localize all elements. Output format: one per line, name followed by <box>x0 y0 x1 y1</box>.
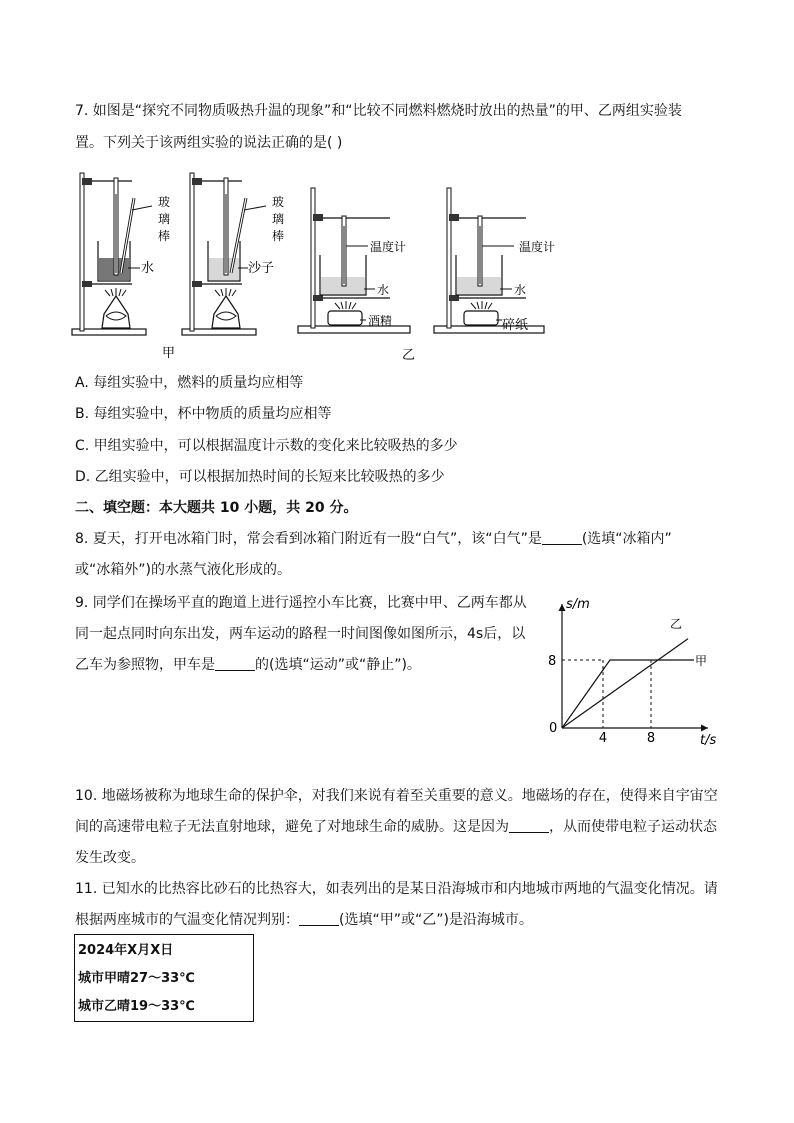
q10-line3: 发生改变。 <box>75 850 145 866</box>
group-a-label: 甲 <box>162 346 176 361</box>
q7-stem-line1: 7. 如图是“探究不同物质吸热升温的现象”和“比较不同燃料燃烧时放出的热量”的甲、乙两组实验装 <box>75 103 682 119</box>
water-label-3: 水 <box>514 283 527 297</box>
x-tick-label-4: 4 <box>598 731 608 746</box>
water-label-2: 水 <box>377 283 390 297</box>
y-axis-label: s/m <box>566 597 590 612</box>
q9-text-b: 的(选填“运动”或“静止”)。 <box>255 657 421 673</box>
series-line-jia <box>562 660 694 728</box>
q11-answer-blank[interactable] <box>299 911 339 926</box>
q10-line2 <box>75 817 717 837</box>
table-row-city-jia: 城市甲晴27～33℃ <box>78 971 195 986</box>
q7-option-d: D. 乙组实验中，可以根据加热时间的长短来比较吸热的多少 <box>75 469 445 485</box>
alcohol-label: 酒精 <box>368 314 393 328</box>
apparatus-water <box>72 173 155 335</box>
q9-line1: 9. 同学们在操场平直的跑道上进行遥控小车比赛，比赛中甲、乙两车都从 <box>75 595 527 611</box>
thermometer-label-2: 温度计 <box>519 240 556 254</box>
series-line-yi <box>562 639 688 728</box>
q8-line1 <box>75 529 672 549</box>
q9-st-graph <box>540 590 730 750</box>
thermometer-label-1: 温度计 <box>370 240 407 254</box>
q7-apparatus-figure <box>70 168 556 364</box>
q9-line2: 同一起点同时向东出发，两车运动的路程一时间图像如图所示，4s后，以 <box>75 626 526 642</box>
series-label-jia: 甲 <box>695 654 708 668</box>
q7-option-a: A. 每组实验中，燃料的质量均应相等 <box>75 375 304 391</box>
q10-text-a: 间的高速带电粒子无法直射地球，避免了对地球生命的威胁。这是因为 <box>75 819 509 835</box>
rod-label-1b: 璃 <box>158 212 171 226</box>
q10-answer-blank[interactable] <box>509 818 549 833</box>
q8-answer-blank[interactable] <box>542 530 582 545</box>
apparatus-alcohol <box>298 188 410 333</box>
q8-text-a: 8. 夏天，打开电冰箱门时，常会看到冰箱门附近有一股“白气”，该“白气”是 <box>75 531 542 547</box>
rod-label-1c: 棒 <box>158 229 171 243</box>
q11-weather-table <box>74 934 254 1022</box>
paper-label: 碎纸 <box>502 318 529 333</box>
y-tick-label-8: 8 <box>548 654 557 669</box>
q7-stem-line2: 置。下列关于该两组实验的说法正确的是( ) <box>75 135 343 151</box>
q11-text-b: (选填“甲”或“乙”)是沿海城市。 <box>339 912 533 928</box>
q9-line3 <box>75 655 421 675</box>
rod-label-2a: 玻 <box>272 195 285 209</box>
q8-text-b: (选填“冰箱内” <box>581 531 672 547</box>
q8-line2: 或“冰箱外”)的水蒸气液化形成的。 <box>75 562 291 578</box>
origin-tick-label: 0 <box>549 721 558 736</box>
series-label-yi: 乙 <box>670 617 683 631</box>
q7-option-b: B. 每组实验中，杯中物质的质量均应相等 <box>75 406 332 422</box>
rod-label-2c: 棒 <box>272 229 285 243</box>
x-tick-label-8: 8 <box>646 731 656 746</box>
table-date: 2024年X月X日 <box>78 943 174 958</box>
q9-answer-blank[interactable] <box>215 656 255 671</box>
water-label-1: 水 <box>141 261 155 276</box>
rod-label-1a: 玻 <box>158 195 171 209</box>
section2-heading: 二、填空题：本大题共 10 小题，共 20 分。 <box>75 500 358 516</box>
x-axis-label: t/s <box>700 733 717 748</box>
q11-line2 <box>75 910 533 930</box>
q10-text-b: ，从而使带电粒子运动状态 <box>549 819 717 835</box>
apparatus-sand <box>182 173 266 335</box>
q9-text-a: 乙车为参照物，甲车是 <box>75 657 215 673</box>
q11-text-a: 根据两座城市的气温变化情况判别： <box>75 912 299 928</box>
table-row-city-yi: 城市乙晴19～33℃ <box>78 999 195 1014</box>
group-b-label: 乙 <box>402 348 416 363</box>
q11-line1: 11. 已知水的比热容比砂石的比热容大，如表列出的是某日沿海城市和内地城市两地的气温变化情况。请 <box>75 881 718 897</box>
sand-label: 沙子 <box>248 261 275 276</box>
apparatus-paper <box>434 188 544 333</box>
q10-line1: 10. 地磁场被称为地球生命的保护伞，对我们来说有着至关重要的意义。地磁场的存在，使得来自宇宙空 <box>75 788 718 804</box>
rod-label-2b: 璃 <box>272 212 285 226</box>
q7-option-c: C. 甲组实验中，可以根据温度计示数的变化来比较吸热的多少 <box>75 438 458 454</box>
